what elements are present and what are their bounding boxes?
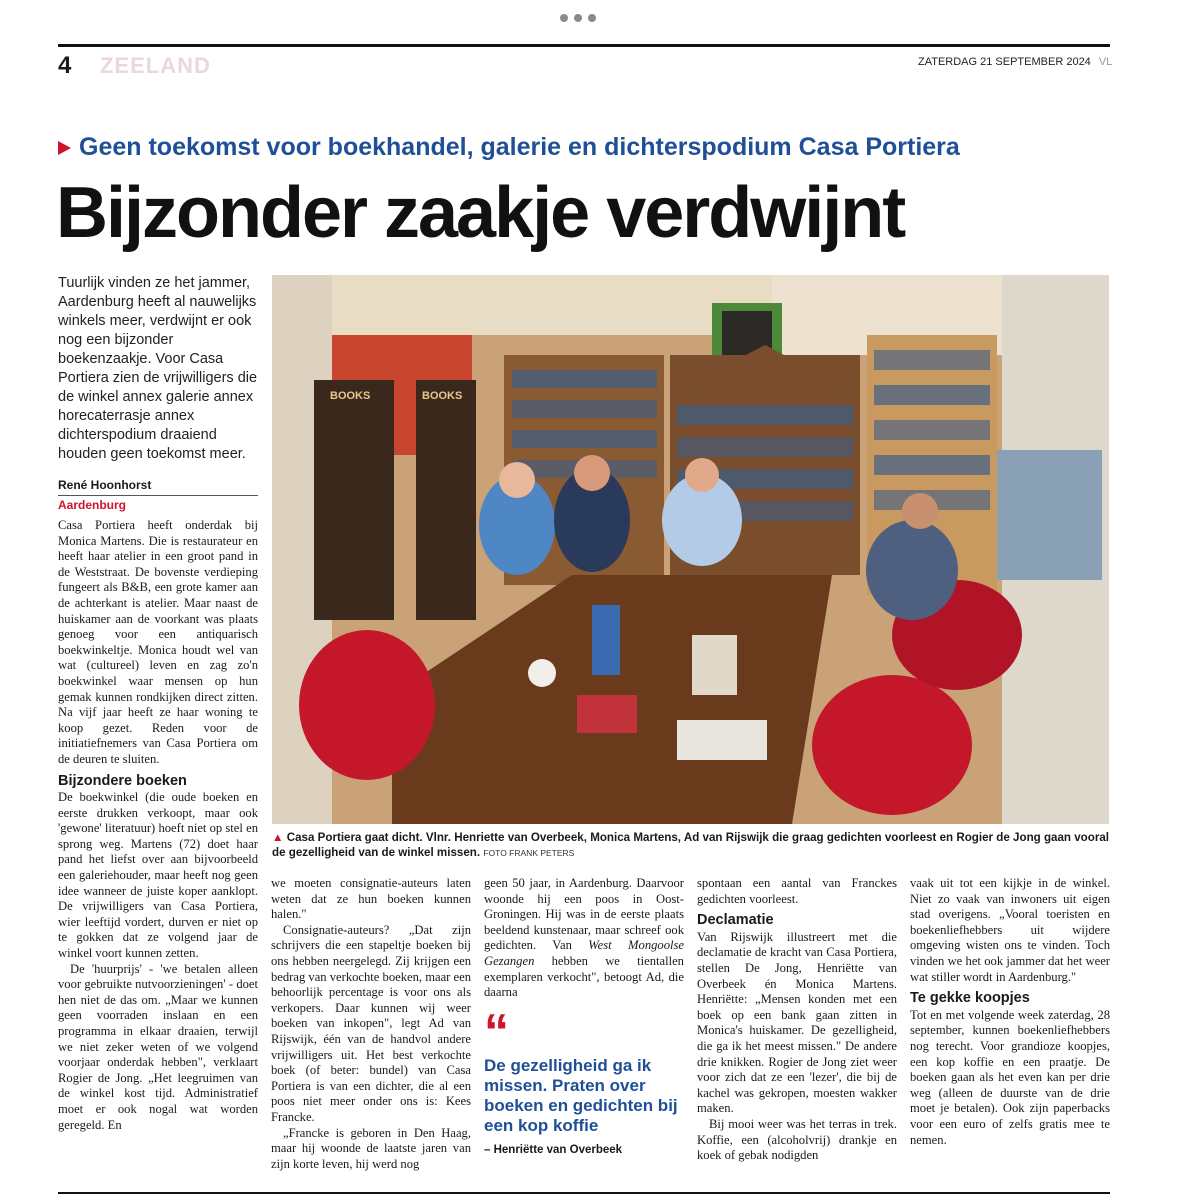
col4-p2: Van Rijswijk illustreert met die declamatie de kracht van Casa Portiera, stellen De Jong, Henriëtte van Overbeek én Monica Martens. Henriëtte: „Mensen konden met een boek op een bank gaan zitten in Monica's huiskamer. De gezelligheid, die ga ik het meest missen." De andere drie knikken. Rogier de Jong ziet weer voor zich dat ze een 'lezer', die bij de kachel was gekropen, moesten wakker maken. bbox=[697, 929, 897, 1116]
more-options-dots[interactable] bbox=[560, 14, 596, 22]
headline: Bijzonder zaakje verdwijnt bbox=[56, 173, 905, 253]
col3-p1 bbox=[484, 876, 684, 1001]
column-5 bbox=[910, 876, 1110, 1148]
col1-p2: De boekwinkel (die oude boeken en eerste drukken verkoopt, maar ook 'gewone' literatuur) hoeft niet op stel en sprong weg. Martens (72) doet haar pand het liefst over aan bijvoorbeeld een galeriehouder, maar heeft nog geen idee wanneer de juiste koper aanklopt. De vrijwilligers van Casa Portiera, wier leeftijd vordert, durven er niet op te gokken dat ze volgend jaar de winkel voort kunnen zetten. bbox=[58, 790, 258, 961]
date: ZATERDAG 21 SEPTEMBER 2024 bbox=[918, 56, 1091, 68]
subhead-te-gekke-koopjes: Te gekke koopjes bbox=[910, 990, 1030, 1007]
column-4 bbox=[697, 876, 897, 1164]
col1-p1: Casa Portiera heeft onderdak bij Monica Martens. Die is restaurateur en heeft haar atelier in een groot pand in de Weststraat. De bovenste verdieping fungeert als B&B, een grote kamer aan de achterkant is atelier. Maar naast de huiskamer aan de voorkant was plaats genoeg voor een antiquarisch boekwinkeltje. Monica houdt wel van wat (cultureel) leven en zag zo'n boekwinkel waar mensen op hun gemak kunnen rondkijken direct zitten. Na vijf jaar heeft ze haar woning te koop gezet. Reden voor de initiatiefnemers van Casa Portiera om de deuren te sluiten. bbox=[58, 518, 258, 766]
books-sign-2: BOOKS bbox=[422, 390, 463, 402]
kicker-text: Geen toekomst voor boekhandel, galerie en dichterspodium Casa Portiera bbox=[79, 133, 960, 161]
caption-triangle-icon: ▲ bbox=[272, 831, 287, 844]
photo-credit: FOTO FRANK PETERS bbox=[483, 848, 575, 858]
col2-p2: Consignatie-auteurs? „Dat zijn schrijvers die een stapeltje boeken bij ons hebben neergelegd. Zij krijgen een bedrag van verkochte boeken, maar een behoorlijk percentage is voor ons als verkopers. Daar kunnen wij weer boeken van inkopen", legt Ad van Rijswijk, één van de handvol andere vrijwilligers uit. Het best verkochte boek (of beter: bundel) van Casa Portiera is van een dichter, die al een poos niet meer onder ons is: Kees Francke. bbox=[271, 922, 471, 1124]
place: Aardenburg bbox=[58, 498, 127, 512]
top-rule bbox=[58, 44, 1110, 47]
col4-p3: Bij mooi weer was het terras in trek. Koffie, een (alcoholvrij) drankje en koek of gebak nodigden bbox=[697, 1116, 897, 1163]
subhead-bijzondere-boeken: Bijzondere boeken bbox=[58, 772, 187, 789]
col2-p3: „Francke is geboren in Den Haag, maar hij woonde de laatste jaren van zijn korte leven, hij werd nog bbox=[271, 1125, 471, 1171]
col1-p3: De 'huurprijs' - 'we betalen alleen voor gebruikte nutvoorzieningen' - doet hen niet de das om. „Maar we kunnen geen voorraden inslaan en een programma in elkaar draaien, terwijl we niet zeker weten of we volgend voorjaar onderdak hebben", verklaart Rogier de Jong. „Het leegruimen van de winkel kost tijd. Administratief moet er ook nogal wat worden geregeld. En bbox=[58, 961, 258, 1132]
bookshop-photo bbox=[272, 275, 1109, 824]
quote-text: De gezelligheid ga ik missen. Praten over boeken en gedichten bij een kop koffie bbox=[484, 1056, 678, 1135]
books-sign-1: BOOKS bbox=[330, 390, 371, 402]
section-name: ZEELAND bbox=[100, 53, 211, 78]
article-photo bbox=[272, 275, 1109, 824]
dateline bbox=[918, 56, 1112, 68]
kicker-triangle-icon bbox=[58, 141, 71, 155]
subhead-declamatie: Declamatie bbox=[697, 912, 774, 929]
quote-source: – Henriëtte van Overbeek bbox=[484, 1144, 623, 1156]
lede: Tuurlijk vinden ze het jammer, Aardenburg heeft al nauwelijks winkels meer, verdwijnt er ook nog een bijzonder boekenzaakje. Voor Casa Portiera zien de vrijwilligers die de winkel annex galerie annex horecaterrasje annex dichterspodium draaiend houden geen toekomst meer. bbox=[58, 275, 258, 462]
edition: VL bbox=[1098, 56, 1113, 68]
caption-text: Casa Portiera gaat dicht. Vlnr. Henriette van Overbeek, Monica Martens, Ad van Rijswijk die graag gedichten voorleest en Rogier de Jong gaan vooral de gezelligheid van de winkel missen. bbox=[272, 831, 1110, 859]
quote-mark-icon: “ bbox=[484, 1004, 509, 1060]
author: René Hoonhorst bbox=[58, 478, 152, 492]
col5-p2: Tot en met volgende week zaterdag, 28 september, kunnen boekenliefhebbers nog terecht. Voor grandioze koopjes, een kop koffie en een praatje. De boeken gaan als het even kan per drie weg (alleen de duurste van de drie moet je betalen). Ook zijn paperbacks voor een euro of zelfs gratis mee te nemen. bbox=[910, 1007, 1110, 1147]
col4-p1: spontaan een aantal van Franckes gedichten voorleest. bbox=[697, 876, 897, 906]
col5-p1: vaak uit tot een kijkje in de winkel. Niet zo vaak van inwoners uit eigen stad overigens. „Vooral toeristen en boekenliefhebbers uit wijdere omgeving wisten ons te vinden. Toch vinden we het ook jammer dat het weer wat stiller wordt in Aardenburg." bbox=[910, 876, 1110, 984]
col3-p1-text: geen 50 jaar, in Aardenburg. Daarvoor woonde hij een poos in Oost-Groningen. Hij was in de eerste plaats beeldend kunstenaar, maar schreef ook gedichten. Van bbox=[484, 876, 684, 953]
bottom-rule bbox=[58, 1192, 1110, 1194]
byline-rule bbox=[58, 495, 258, 496]
book-title: West Mongoolse Gezangen bbox=[484, 938, 684, 968]
column-2 bbox=[271, 876, 471, 1172]
page-number: 4 bbox=[58, 52, 72, 79]
column-3 bbox=[484, 876, 684, 1001]
kicker bbox=[58, 133, 960, 162]
col2-p1: we moeten consignatie-auteurs laten weten dat ze hun boeken kunnen halen." bbox=[271, 876, 471, 922]
col3-p1b-text: hebben we tientallen exemplaren verkocht", betoogt Ad, die daarna bbox=[484, 953, 684, 1000]
photo-caption bbox=[272, 830, 1112, 861]
column-1 bbox=[58, 518, 258, 1133]
pull-quote bbox=[484, 1004, 684, 1156]
